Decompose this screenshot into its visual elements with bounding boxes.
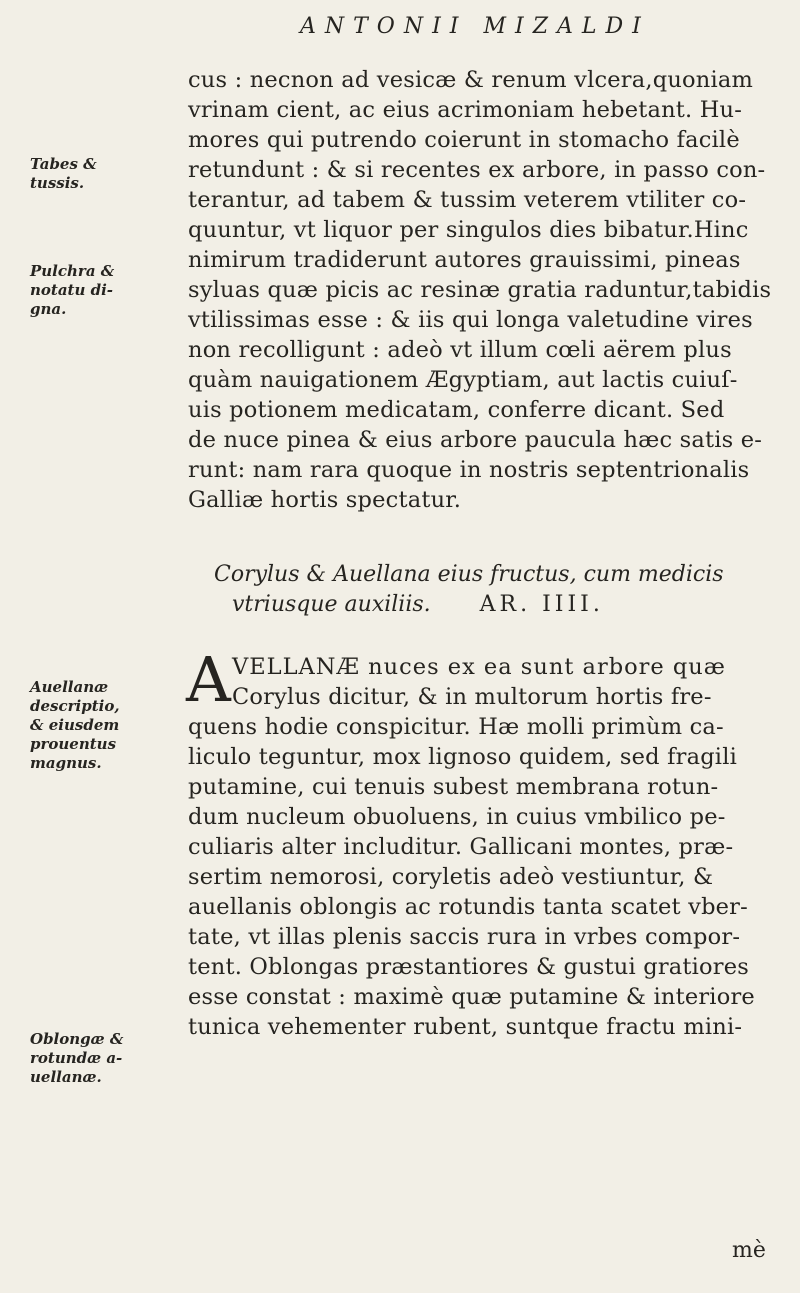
margin-note-auellanae — [30, 678, 150, 773]
text-line: retundunt : & si recentes ex arbore, in passo con- — [188, 157, 766, 183]
margin-note-line: Oblongæ & — [30, 1030, 124, 1048]
text-line: auellanis oblongis ac rotundis tanta scatet vber- — [188, 894, 748, 920]
text-line: cus : necnon ad vesicæ & renum vlcera,quoniam — [188, 67, 753, 93]
text-line: tunica vehementer rubent, suntque fractu mini- — [188, 1014, 743, 1040]
margin-note-tabes — [30, 155, 150, 193]
margin-note-line: Pulchra & — [30, 262, 115, 280]
margin-note-line: uellanæ. — [30, 1068, 102, 1086]
text-line: terantur, ad tabem & tussim veterem vtiliter co- — [188, 187, 747, 213]
chapter-number: AR. IIII. — [479, 592, 604, 617]
text-line: quens hodie conspicitur. Hæ molli primùm ca- — [188, 714, 724, 740]
text-line: vrinam cient, ac eius acrimoniam hebetant. Hu- — [188, 97, 743, 123]
text-line: culiaris alter includitur. Gallicani montes, præ- — [188, 834, 734, 860]
margin-note-line: rotundæ a- — [30, 1049, 123, 1067]
text-line: tent. Oblongas præstantiores & gustui gratiores — [188, 954, 750, 980]
text-line: putamine, cui tenuis subest membrana rotun- — [188, 774, 719, 800]
text-line: sertim nemorosi, coryletis adeò vestiuntur, & — [188, 864, 714, 890]
text-line: mores qui putrendo coierunt in stomacho facilè — [188, 127, 740, 153]
text-line: non recolligunt : adeò vt illum cœli aërem plus — [188, 337, 732, 363]
text-line: dum nucleum obuoluens, in cuius vmbilico pe- — [188, 804, 726, 830]
margin-note-line: descriptio, — [30, 697, 120, 715]
text-line: Galliæ hortis spectatur. — [188, 487, 462, 513]
margin-note-oblongae — [30, 1030, 150, 1087]
text-line: liculo teguntur, mox lignoso quidem, sed fragili — [188, 744, 737, 770]
chapter-heading-line: Corylus & Auellana eius fructus, cum medicis — [214, 562, 724, 587]
running-head: ANTONII MIZALDI — [300, 14, 650, 39]
text-line: nimirum tradiderunt autores grauissimi, pineas — [188, 247, 741, 273]
catchword: mè — [732, 1238, 766, 1263]
margin-note-pulchra — [30, 262, 150, 319]
text-line: esse constat : maximè quæ putamine & interiore — [188, 984, 755, 1010]
margin-note-line: gna. — [30, 300, 67, 318]
text-line: de nuce pinea & eius arbore paucula hæc satis e- — [188, 427, 763, 453]
text-line: vtilissimas esse : & iis qui longa valetudine vires — [188, 307, 753, 333]
text-line: runt: nam rara quoque in nostris septentrionalis — [188, 457, 750, 483]
margin-note-line: tussis. — [30, 174, 85, 192]
text-line: syluas quæ picis ac resinæ gratia raduntur,tabidis — [188, 277, 772, 303]
margin-note-line: magnus. — [30, 754, 102, 772]
text-line: uis potionem medicatam, conferre dicant. Sed — [188, 397, 725, 423]
margin-note-line: Auellanæ — [30, 678, 109, 696]
text-line: VELLANÆ nuces ex ea sunt arbore quæ — [232, 654, 726, 680]
text-line: quàm nauigationem Ægyptiam, aut lactis cuiuſ- — [188, 367, 738, 393]
text-line: Corylus dicitur, & in multorum hortis fre- — [232, 684, 712, 710]
margin-note-line: prouentus — [30, 735, 117, 753]
margin-note-line: Tabes & — [30, 155, 97, 173]
margin-note-line: & eiusdem — [30, 716, 120, 734]
text-line: tate, vt illas plenis saccis rura in vrbes compor- — [188, 924, 741, 950]
text-line: quuntur, vt liquor per singulos dies bibatur.Hinc — [188, 217, 749, 243]
margin-note-line: notatu di- — [30, 281, 114, 299]
drop-cap: A — [186, 643, 231, 716]
chapter-heading-text: vtriusque auxiliis. — [232, 592, 431, 617]
chapter-heading-line — [232, 590, 792, 620]
